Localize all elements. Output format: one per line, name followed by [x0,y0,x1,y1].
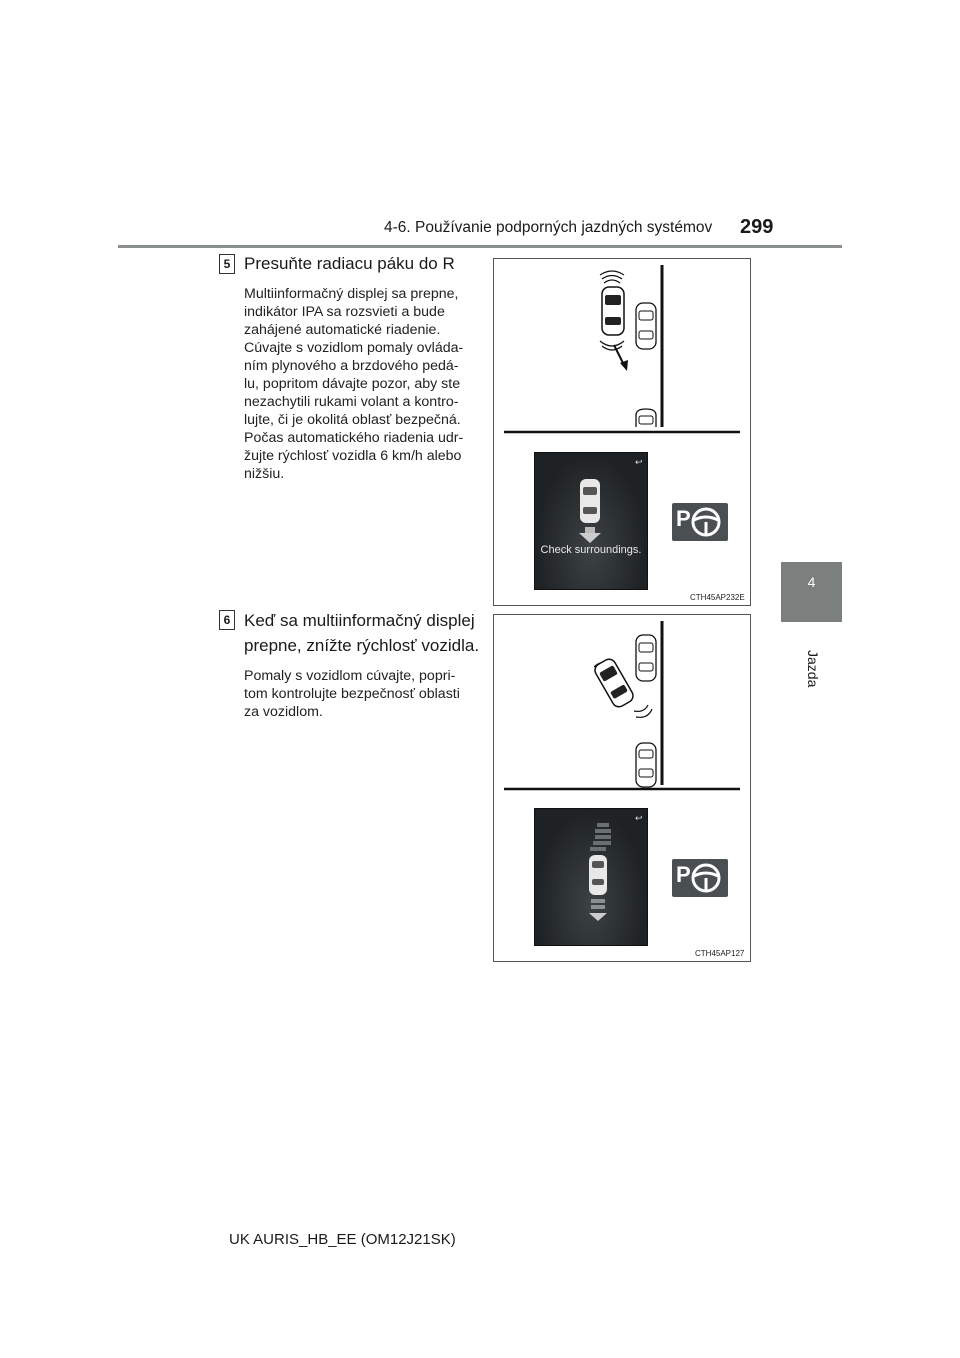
parked-car [636,303,656,349]
ipa-letter: P [676,506,691,531]
step-title [244,251,480,276]
step-title-line: Presuňte radiacu páku do R [244,254,455,273]
parking-illustration [493,258,751,606]
body-line: žujte rýchlosť vozidla 6 km/h alebo [244,448,462,464]
sensor-wave [634,705,648,711]
page-number: 299 [740,216,774,238]
step-body [244,285,480,483]
body-line: Cúvajte s vozidlom pomaly ovláda- [244,340,464,356]
sensor-wave [600,341,624,346]
multi-info-display [534,452,648,590]
step-body [244,667,480,721]
body-line: Pomaly s vozidlom cúvajte, popri- [244,668,456,684]
screen-message: Check surroundings. [540,544,642,556]
sensor-wave [604,280,620,283]
display-graphic [535,453,647,589]
sensor-wave [600,271,624,275]
multi-info-display [534,808,648,946]
back-icon: ↩ [635,458,643,468]
parked-car-rear [636,409,656,427]
step-title-line: prepne, znížte rýchlosť vozidla. [244,636,480,655]
body-line: lu, popritom dávajte pozor, aby ste [244,376,461,392]
ipa-letter: P [676,862,691,887]
display-graphic [535,809,647,945]
step-title [244,608,480,658]
chapter-label: Jazda [805,650,821,688]
body-line: lujte, či je okolitá oblasť bezpečná. [244,412,461,428]
own-car [602,287,624,335]
body-line: Multiinformačný displej sa prepne, [244,286,459,302]
body-line: nezachytili rukami volant a kontro- [244,394,459,410]
down-arrow-icon [589,913,607,921]
chapter-tab [781,562,842,622]
body-line: zahájené automatické riadenie. [244,322,441,338]
model-code: UK AURIS_HB_EE (OM12J21SK) [229,1231,456,1248]
arrow-stem [585,527,595,533]
chapter-number: 4 [807,574,816,590]
figure-code: CTH45AP232E [690,593,745,602]
body-line: nižšiu. [244,466,285,482]
body-line: tom kontrolujte bezpečnosť oblasti [244,686,460,702]
header-divider [118,245,842,248]
figure-code: CTH45AP127 [695,949,745,958]
down-arrow-icon [579,533,601,543]
section-title: 4-6. Používanie podporných jazdných systémov [384,219,713,236]
body-line: ním plynového a brzdového pedá- [244,358,459,374]
step-title-line: Keď sa multiinformačný displej [244,611,475,630]
sensor-wave [602,276,622,280]
body-line: za vozidlom. [244,704,323,720]
display-car [580,479,600,523]
step-number-badge: 5 [219,254,235,274]
body-line: indikátor IPA sa rozsvieti a bude [244,304,445,320]
rear-sensor-bar [597,823,609,827]
ipa-indicator [672,503,728,541]
body-line: Počas automatického riadenia udr- [244,430,464,446]
steering-wheel-icon [672,859,728,897]
arrow-head [620,360,628,371]
own-car [592,657,635,710]
ipa-indicator [672,859,728,897]
parking-illustration [493,614,751,962]
steering-wheel-icon [672,503,728,541]
step-number-badge: 6 [219,610,235,630]
parked-car-rear [636,743,656,787]
parked-car [636,635,656,681]
back-icon: ↩ [635,814,643,824]
